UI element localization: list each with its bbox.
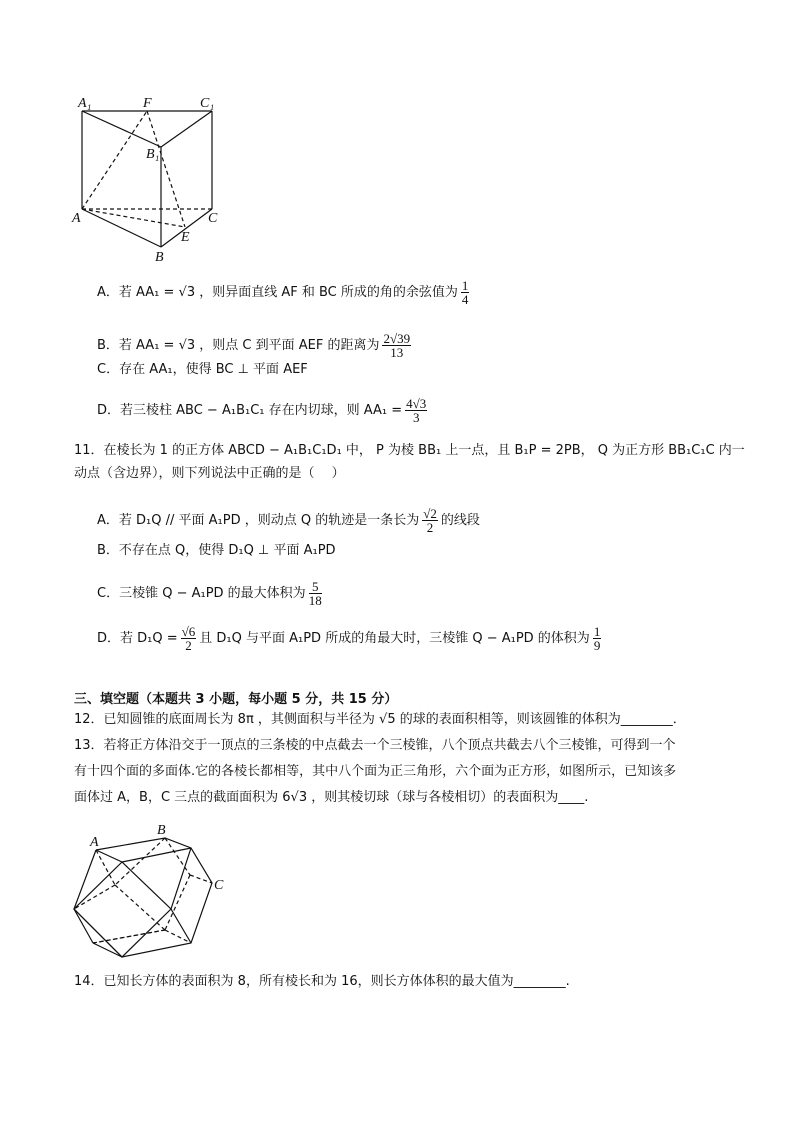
option-text: C．存在 AA₁，使得 BC ⊥ 平面 AEF (97, 362, 308, 377)
q11-option-d (97, 625, 604, 652)
q13-line2: 有十四个面的多面体.它的各棱长都相等，其中八个面为正三角形，六个面为正方形，如图所示，已知该多 (74, 764, 677, 779)
numerator: 2√39 (383, 331, 411, 346)
q14: 14．已知长方体的表面积为 8，所有棱长和为 16，则长方体体积的最大值为________. (74, 974, 570, 989)
numerator: √6 (181, 624, 196, 639)
label-a1: A₁ (78, 96, 92, 111)
fraction (309, 580, 322, 607)
option-text: B．若 AA₁ = √3 ，则点 C 到平面 AEF 的距离为 (97, 338, 380, 353)
q10-option-c (97, 362, 308, 378)
label-c: C (208, 211, 218, 226)
option-text-mid: 且 D₁Q 与平面 A₁PD 所成的角最大时，三棱锥 Q − A₁PD 的体积为 (199, 631, 590, 646)
fraction (593, 625, 602, 652)
option-text: C．三棱锥 Q − A₁PD 的最大体积为 (97, 586, 306, 601)
fraction (461, 279, 470, 306)
label-c1: C₁ (200, 96, 215, 111)
label-c: C (214, 878, 224, 893)
denominator: 3 (412, 410, 420, 425)
label-a: A (72, 211, 81, 226)
option-text-tail: 的线段 (440, 513, 480, 528)
numerator: 1 (593, 624, 601, 639)
denominator: 13 (390, 345, 404, 360)
label-f: F (143, 96, 152, 111)
denominator: 2 (185, 638, 192, 653)
label-a: A (90, 835, 99, 850)
denominator: 4 (461, 292, 469, 307)
denominator: 18 (308, 593, 322, 608)
numerator: 1 (461, 278, 469, 293)
option-text: A．若 AA₁ = √3 ，则异面直线 AF 和 BC 所成的角的余弦值为 (97, 285, 458, 300)
label-b: B (155, 250, 164, 265)
label-b: B (157, 823, 166, 838)
fraction (422, 507, 438, 534)
denominator: 9 (593, 638, 601, 653)
option-text: B．不存在点 Q，使得 D₁Q ⊥ 平面 A₁PD (97, 543, 336, 558)
fraction (382, 332, 411, 359)
q13-line1: 13．若将正方体沿交于一顶点的三条棱的中点截去一个三棱锥，八个顶点共截去八个三棱锥，可得到一个 (74, 738, 676, 753)
q12: 12．已知圆锥的底面周长为 8π ，其侧面积与半径为 √5 的球的表面积相等，则该圆锥的体积为________． (74, 712, 686, 727)
q11-stem-line1: 11．在棱长为 1 的正方体 ABCD − A₁B₁C₁D₁ 中， P 为棱 BB₁ 上一点，且 B₁P = 2PB， Q 为正方形 BB₁C₁C 内一 (74, 443, 745, 458)
numerator: 4√3 (406, 396, 427, 411)
label-e: E (181, 230, 190, 245)
q10-option-d (97, 397, 430, 424)
q11-stem-line2: 动点（含边界），则下列说法中正确的是（ ） (74, 466, 345, 481)
option-text: D．若 D₁Q = (97, 631, 178, 646)
option-text: A．若 D₁Q // 平面 A₁PD ，则动点 Q 的轨迹是一条长为 (97, 513, 420, 528)
q11-option-b (97, 543, 336, 559)
q10-option-a (97, 279, 472, 306)
cuboctahedron-figure (0, 800, 260, 970)
fraction (405, 397, 427, 424)
q10-option-b (97, 332, 414, 359)
numerator: √2 (423, 506, 437, 521)
numerator: 5 (309, 580, 322, 594)
section-heading: 三、填空题（本题共 3 小题，每小题 5 分，共 15 分） (74, 692, 398, 707)
triangular-prism-figure (0, 0, 260, 270)
option-text: D．若三棱柱 ABC − A₁B₁C₁ 存在内切球，则 AA₁ = (97, 403, 403, 418)
q11-option-c (97, 580, 325, 607)
fraction (181, 625, 197, 652)
label-b1: B₁ (146, 147, 160, 162)
denominator: 2 (426, 520, 434, 535)
q11-option-a (97, 507, 480, 534)
q13-line3: 面体过 A，B，C 三点的截面面积为 6√3 ，则其棱切球（球与各棱相切）的表面积为____. (74, 790, 589, 805)
